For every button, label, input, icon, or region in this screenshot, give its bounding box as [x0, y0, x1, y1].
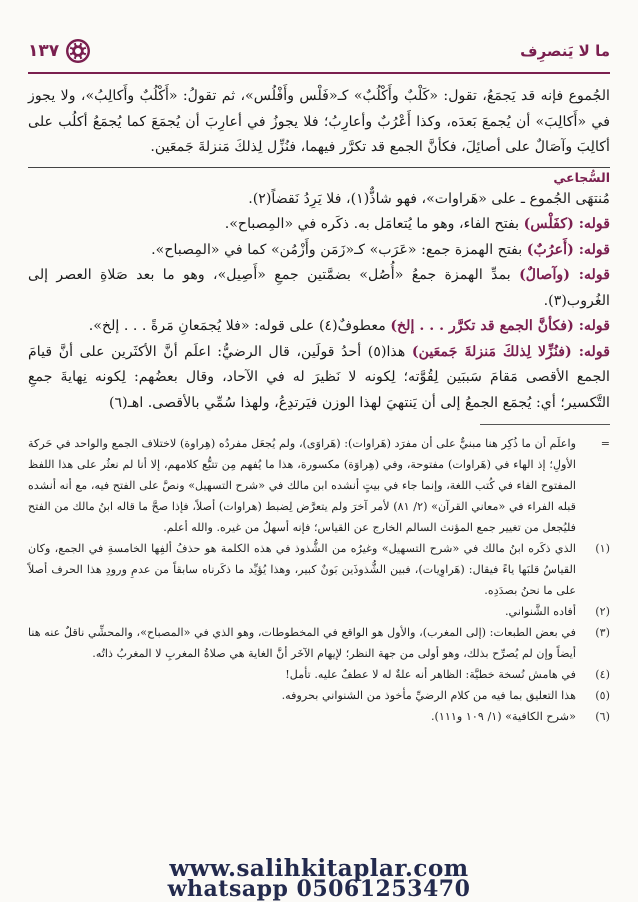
- commentary-text: معطوفٌ(٤) على قوله: «فلا يُجمَعانِ مَرةً . . . إلخ».: [88, 318, 391, 334]
- footnote: [28, 706, 610, 727]
- commentary-text: بمدِّ الهمزة جمعُ «أُصُل» بضمَّتين جمعِ «أَصِيل»، وهو ما بعد صَلاةِ العصر إلى الغُروب(٣).: [28, 267, 610, 309]
- footnote-text: واعلَم أن ما ذُكِر هنا مبنيٌّ على أن مفرَد (هَراوات): (هَراوَى)، ولم يُجعَل مفردُه (هِراوة) لاختلاف الجمع والواحد في حَركة الأولِ؛ إذ الهاء في (هَراوات) مفتوحة، وفي (هِراوَة) مكسورة، هذا ما يُفهم مِن تتبُّع كلامهم، إلا أنا لم نعثُر على هذا اللفظ المفتوح الفاء في كُتب اللغة، وإنما جاء في بيتٍ أنشده ابن مالك في «شرح التسهيل» ونصَّ على الفتح فيه، مع أنه أنشده قبله الفراء في «معاني القرآن» (٢/ ٨١) لأمر آخرَ ولم يتعرَّض لِضبط (هراوات) أصلاً، فإذا صحَّ ما قاله ابنُ مالك من الفتح فليُجعل من تغيير جمع المؤنث السالم الخارج عن القياس؛ فإنه أسهلُ من غيره. والله أعلم.: [28, 437, 577, 534]
- footnote-number: (٥): [595, 689, 610, 702]
- commentary-line: [28, 263, 610, 314]
- commentary-lead: قوله: (وآصالٌ): [519, 267, 610, 283]
- page-number-block: [28, 38, 91, 64]
- footnote: [28, 538, 610, 601]
- footnote-number: =: [600, 437, 610, 450]
- commentary-line: [28, 340, 610, 417]
- commentary-text: مُنتهَى الجُموع ـ على «هَراوات»، فهو شاذٌّ(١)، فلا يَرِدُ نَقضاً(٢).: [248, 190, 610, 207]
- footnote-number: (٦): [595, 710, 610, 723]
- commentary-text: بفتح الفاء، وهو ما يُتعامَل به. ذكَره في «المِصباح».: [224, 216, 524, 232]
- commentary-line: [28, 314, 610, 340]
- footnote-number: (٤): [595, 668, 610, 681]
- footnote: [28, 664, 610, 685]
- footnote-text: «شرح الكافية» (١/ ١٠٩ و١١١).: [430, 710, 576, 723]
- commentary-line: [28, 187, 610, 213]
- page-header: [28, 34, 610, 68]
- commentary-text: بفتح الهمزة جمع: «عَرَب» كـ«زَمَن وأَزْمُن» كما في «المِصباح».: [151, 241, 527, 258]
- footnote-text: في هامش نُسخة خطيَّة: الظاهر أنه علةٌ له لا عطفٌ عليه. تأمل!: [285, 668, 576, 681]
- footnote: [28, 433, 610, 538]
- footnote: [28, 622, 610, 664]
- commentary-lead: قوله: (كفَلْس): [523, 216, 610, 232]
- section-divider: [28, 167, 610, 168]
- main-text-paragraph: الجُموع فإنه قد يَجمَعُ، تقول: «كَلْبٌ وأَكْلُبٌ» كـ«فَلْس وأَفْلُس»، ثم تقولُ: «أَكْلُبٌ وأَكالِبُ»، ولا يجوز في «أَكالِبَ» أن يُجمعَ بَعدَه، وكذا أَعْرُبٌ وأعارِبُ؛ فلا يجوزُ في أعارِبَ أن يُجمَعَ كما يُجمَعُ أكلُب على أكالِبَ وآصَالٌ على أصائِلَ، فكأنَّ الجمع قد تكرَّر فيهما، فنُزِّل لِذلكَ مَنزلةَ جَمعَين.: [28, 88, 610, 155]
- commentary-label: السُّجاعي: [553, 169, 610, 185]
- commentary-line: [28, 238, 610, 264]
- footnote: [28, 685, 610, 706]
- commentary-line: [28, 212, 610, 238]
- footnote-number: (١): [595, 542, 610, 555]
- book-page: [28, 34, 610, 727]
- footnote: [28, 601, 610, 622]
- running-title: ما لا يَنصرِف: [520, 42, 610, 60]
- commentary-lead: قوله: (فنُزِّلا لِذلكَ مَنزلةَ جَمعَين): [411, 343, 610, 360]
- page-number: ١٣٧: [28, 41, 60, 61]
- watermark-website: www.salihkitaplar.com: [169, 855, 469, 882]
- footnote-text: الذي ذكَره ابنُ مالك في «شرح التسهيل» وغيرُه من الشُّذوذ في هذه الكلمة هو حذفُ ألفِها الخامسةِ في الجمع، وكان القياسُ قلبَها ياءً فيقال: (هَراوِيات)، فبين الشُّذوذَين بَونٌ كبير، وهذا يُؤيِّد ما ذكَرناه سابقاً من عدمِ ورودِ هذا الحرف أصلاً على ما نحنُ بصدَدِه.: [28, 542, 576, 597]
- footnote-number: (٣): [595, 626, 610, 639]
- footnote-number: (٢): [595, 605, 610, 618]
- commentary-text: هذا(٥) أحدُ قولَين، قال الرضيُّ: اعلَم أنَّ الأكثَرين على أنَّ قيامَ الجمع الأقصى مَقامَ سَببَين لِقُوَّته؛ لِكونه لا نَظيرَ له في الآحاد، وقال بعضُهم: لِكونه نِهايةَ جمعِ التَّكسير؛ أي: يُجمَع الجمعُ إلى أن يَنتهيَ لهذا الوزن فيَرتدِعُ، ولهذا سُمِّي بالأقصى. اهـ(٦): [28, 343, 610, 411]
- footnote-text: هذا التعليق بما فيه من كلام الرضيِّ مأخوذ من الشنواني بحروفه.: [281, 689, 576, 702]
- header-rule: [28, 72, 610, 74]
- footnote-text: في بعض الطبعات: (إلى المغرب)، والأول هو الواقع في المخطوطات، وهو الذي في «المصباح»، والمحشِّي ناقلٌ عنه هنا أيضاً وإن لم يُصرِّح بذلك، وهو أولى من جهة النظر؛ لإيهام الآخَر أنَّ الغاية هي صلاةُ المغربِ لا المغربُ ذاتُه.: [28, 626, 576, 660]
- footnote-text: أفاده الشَّنواني.: [504, 605, 576, 618]
- rosette-ornament-icon: [65, 38, 91, 64]
- footnote-separator: [480, 424, 610, 425]
- commentary-lead: قوله: (فكأنَّ الجمع قد تكرَّر . . . إلخ): [390, 318, 610, 334]
- commentary-lead: قوله: (أَعرُبٌ): [526, 241, 610, 258]
- watermark-whatsapp: whatsapp 05061253470: [167, 876, 471, 902]
